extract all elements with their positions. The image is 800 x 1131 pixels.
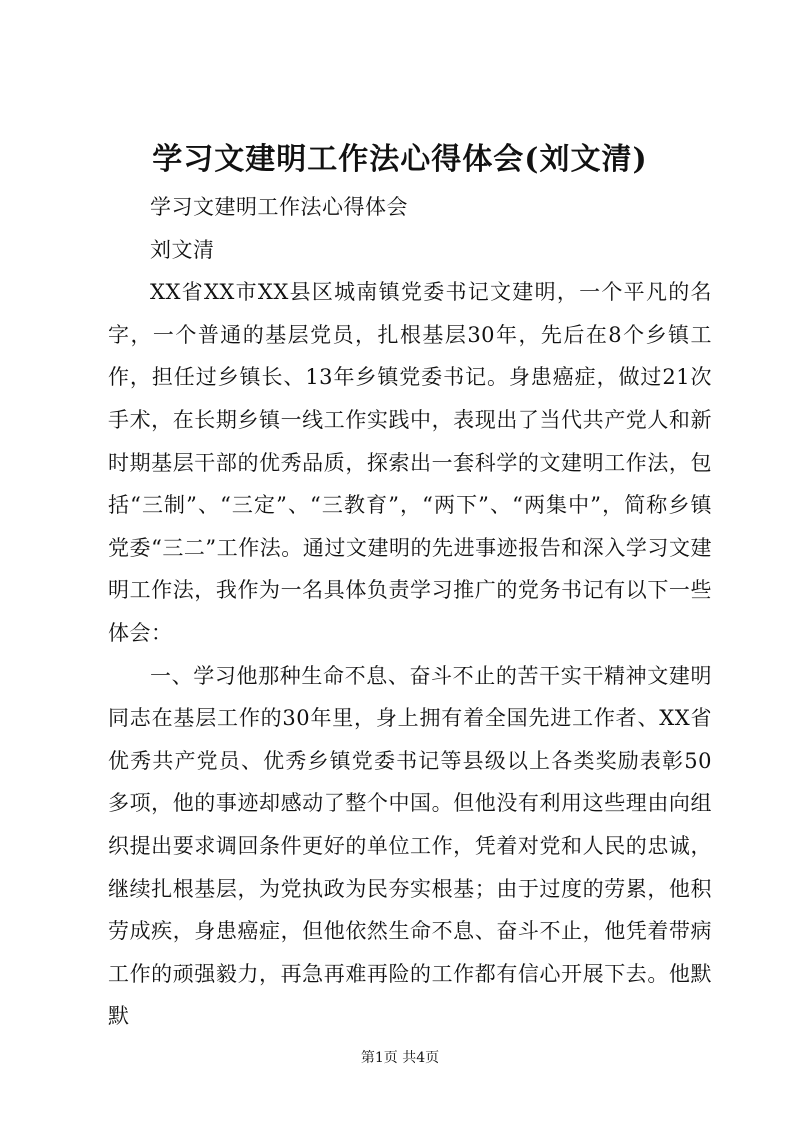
subtitle-paragraph: 学习文建明工作法心得体会 [150,195,408,219]
document-title: 学习文建明工作法心得体会(刘文清) [152,142,648,177]
section-one-paragraph: 一、学习他那种生命不息、奋斗不止的苦干实干精神文建明同志在基层工作的30年里，身上拥有着全国先进工作者、XX省优秀共产党员、优秀乡镇党委书记等县级以上各类奖励表彰50多项，他的事迹却感动了整个中国。但他没有利用这些理由向组织提出要求调回条件更好的单位工作，凭着对党和人民的忠诚，继续扎根基层，为党执政为民夯实根基；由于过度的劳累，他积劳成疾，身患癌症，但他依然生命不息、奋斗不止，他凭着带病工作的顽强毅力，再急再难再险的工作都有信心开展下去。他默默 [108,663,712,1029]
intro-paragraph: XX省XX市XX县区城南镇党委书记文建明，一个平凡的名字，一个普通的基层党员，扎根基层30年，先后在8个乡镇工作，担任过乡镇长、13年乡镇党委书记。身患癌症，做过21次手术，在长期乡镇一线工作实践中，表现出了当代共产党人和新时期基层干部的优秀品质，探索出一套科学的文建明工作法，包括“三制”、“三定”、“三教育”，“两下”、“两集中”，简称乡镇党委“三二”工作法。通过文建明的先进事迹报告和深入学习文建明工作法，我作为一名具体负责学习推广的党务书记有以下一些体会： [108,280,712,645]
author-paragraph: 刘文清 [150,237,215,262]
document-body [108,186,712,1038]
page-number-footer: 第1页 共4页 [360,1050,440,1066]
